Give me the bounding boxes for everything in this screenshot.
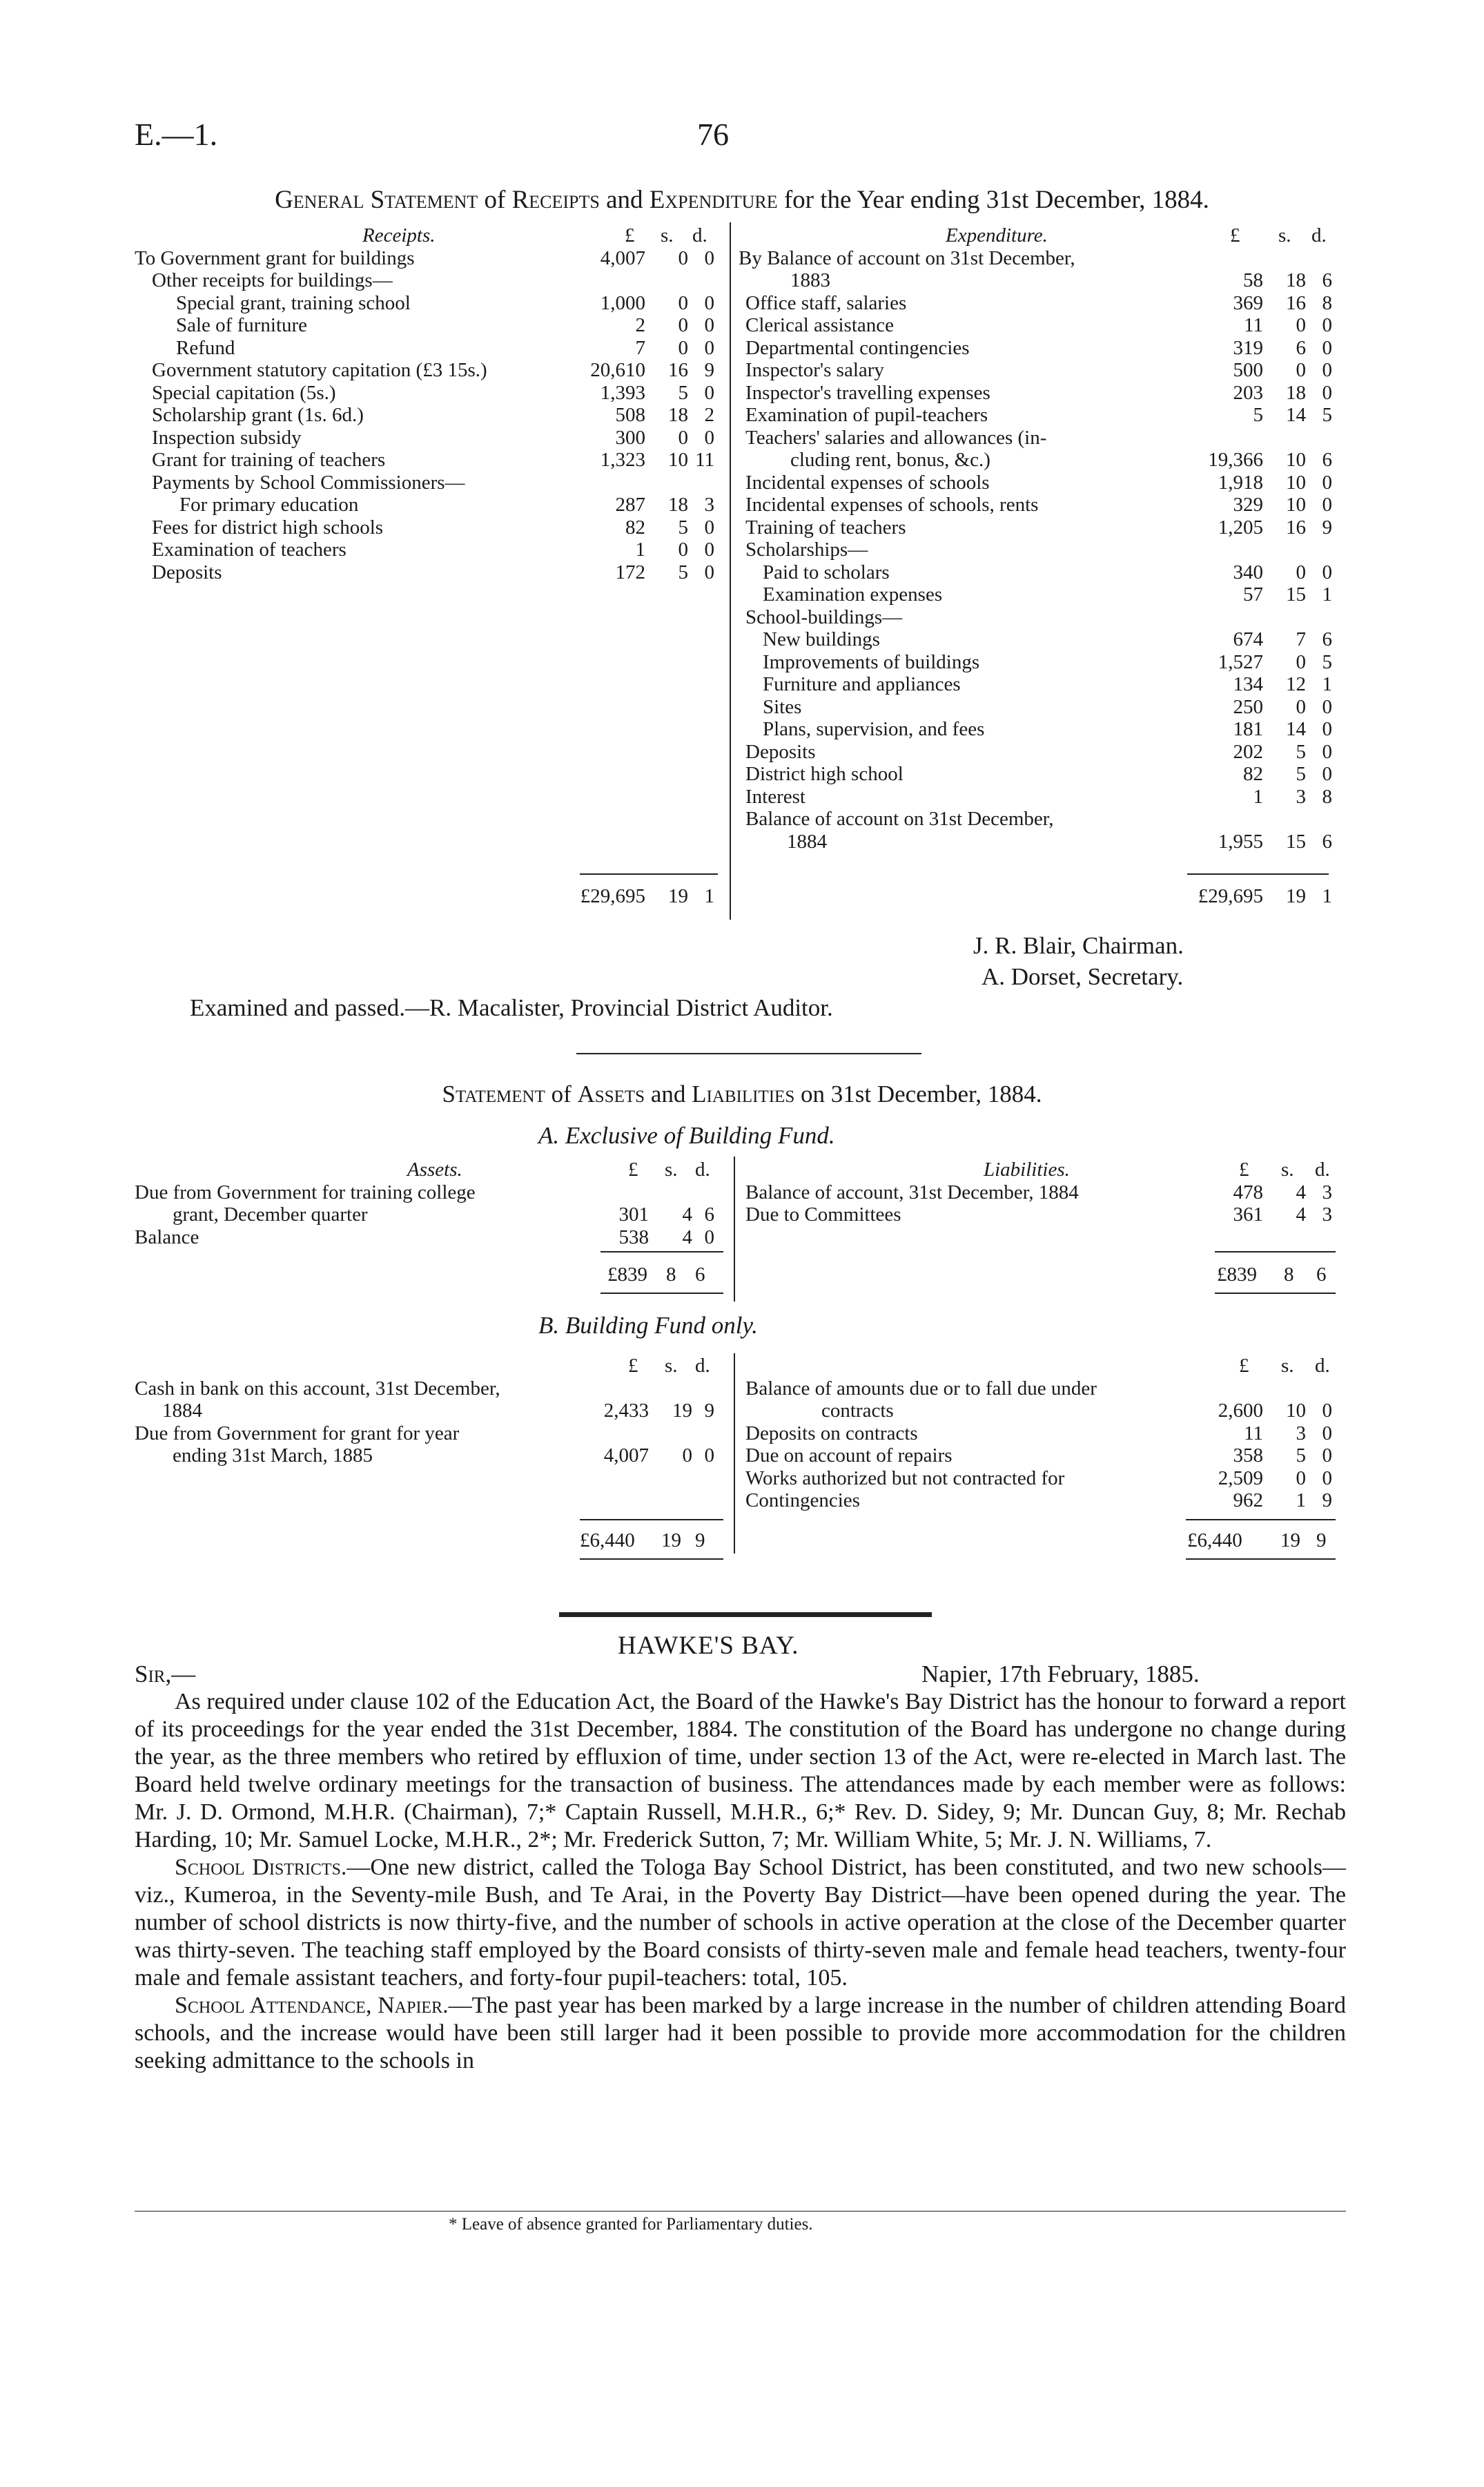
amount-d: 0 xyxy=(1322,740,1332,763)
row-label: For primary education xyxy=(179,494,359,516)
b-totals: £6,440 19 9 £6,440 19 9 xyxy=(580,1529,1327,1551)
amount-s: 14 xyxy=(1286,404,1306,426)
amount-s: 5 xyxy=(1296,1444,1306,1467)
row-label: 1884 xyxy=(162,1400,202,1422)
amount-l: 202 xyxy=(1233,740,1263,763)
place-date: Napier, 17th February, 1885. xyxy=(921,1661,1200,1687)
amount-d: 0 xyxy=(704,516,714,539)
amount-d: 0 xyxy=(1322,494,1332,516)
amount-s: 4 xyxy=(682,1203,692,1226)
receipts-total: £29,695 19 1 xyxy=(580,885,714,907)
row-label: Due from Government for grant for year xyxy=(135,1422,460,1444)
table-row xyxy=(739,606,1346,629)
hawkes-bay-heading: HAWKE'S BAY. xyxy=(618,1632,799,1660)
table-row xyxy=(739,561,1346,584)
amount-l: 58 xyxy=(1243,269,1263,291)
table-row xyxy=(135,359,728,382)
amount-l: 329 xyxy=(1233,494,1263,516)
salutation: Sir,— xyxy=(135,1661,196,1687)
amount-l: 369 xyxy=(1233,291,1263,314)
table-row xyxy=(739,427,1346,449)
amount-d: 9 xyxy=(704,1400,714,1422)
amount-l: 172 xyxy=(615,561,645,583)
amount-d: 9 xyxy=(704,359,714,381)
amount-l: 287 xyxy=(615,494,645,516)
table-row xyxy=(135,269,728,292)
table-row xyxy=(739,292,1346,315)
amount-d: 0 xyxy=(1322,1422,1332,1444)
amount-s: 7 xyxy=(1296,628,1306,650)
amount-d: 0 xyxy=(704,1226,714,1248)
row-label: Deposits xyxy=(152,561,222,583)
amount-d: 5 xyxy=(1322,404,1332,426)
row-label: grant, December quarter xyxy=(173,1203,368,1226)
amount-l: 340 xyxy=(1233,561,1263,583)
row-label: Special grant, training school xyxy=(176,291,411,314)
row-label: Works authorized but not contracted for xyxy=(745,1467,1065,1489)
amount-s: 4 xyxy=(1296,1181,1306,1203)
amount-d: 0 xyxy=(1322,471,1332,494)
amount-d: 2 xyxy=(704,404,714,426)
amount-s: 0 xyxy=(1296,561,1306,583)
amount-d: 0 xyxy=(704,314,714,336)
receipts-statement-title: General Statement of Receipts and Expenditure for the Year ending 31st December, 1884. xyxy=(275,186,1209,214)
row-label: Balance xyxy=(135,1226,199,1248)
row-label: Incidental expenses of schools, rents xyxy=(745,494,1039,516)
row-label: Office staff, salaries xyxy=(745,291,907,314)
report-body xyxy=(135,1688,1346,2075)
amount-l: 1 xyxy=(1253,785,1263,808)
table-row xyxy=(135,1444,728,1467)
table-row xyxy=(739,494,1346,516)
amount-l: 962 xyxy=(1233,1489,1263,1511)
amount-s: 0 xyxy=(1296,650,1306,673)
amount-d: 0 xyxy=(704,246,714,269)
row-label: 1884 xyxy=(787,830,827,853)
amount-l: 11 xyxy=(1244,1422,1263,1444)
amount-d: 0 xyxy=(704,1444,714,1467)
table-row xyxy=(739,696,1346,719)
table-row xyxy=(739,539,1346,561)
amount-s: 10 xyxy=(668,449,688,471)
row-label: Sale of furniture xyxy=(176,314,308,336)
row-label: Deposits xyxy=(745,740,816,763)
amount-d: 0 xyxy=(1322,1467,1332,1489)
secretary-signature: A. Dorset, Secretary. xyxy=(982,963,1184,990)
table-row xyxy=(135,561,728,584)
amount-s: 0 xyxy=(678,291,688,314)
row-label: Furniture and appliances xyxy=(763,673,961,695)
amount-s: 10 xyxy=(1286,1400,1306,1422)
amount-l: 508 xyxy=(615,404,645,426)
row-label: District high school xyxy=(745,763,904,785)
amount-s: 0 xyxy=(1296,695,1306,718)
amount-d: 0 xyxy=(1322,695,1332,718)
amount-l: 82 xyxy=(625,516,645,539)
amount-s: 16 xyxy=(1286,516,1306,539)
table-row xyxy=(739,831,1346,853)
row-label: Training of teachers xyxy=(745,516,906,539)
amount-l: 358 xyxy=(1233,1444,1263,1467)
assets-statement-title: Statement of Assets and Liabilities on 31st December, 1884. xyxy=(442,1081,1042,1107)
row-label: Examination of teachers xyxy=(152,539,346,561)
amount-l: 478 xyxy=(1233,1181,1263,1203)
amount-s: 18 xyxy=(668,494,688,516)
row-label: Inspection subsidy xyxy=(152,426,302,449)
table-row xyxy=(135,314,728,337)
amount-s: 16 xyxy=(1286,291,1306,314)
amount-s: 18 xyxy=(1286,269,1306,291)
amount-l: 1,918 xyxy=(1218,471,1263,494)
amount-l: 7 xyxy=(635,336,645,359)
amount-d: 3 xyxy=(704,494,714,516)
table-row xyxy=(135,337,728,360)
row-label: By Balance of account on 31st December, xyxy=(739,246,1075,269)
row-label: Balance of account, 31st December, 1884 xyxy=(745,1181,1079,1203)
amount-s: 5 xyxy=(678,381,688,404)
amount-d: 1 xyxy=(1322,583,1332,606)
amount-s: 15 xyxy=(1286,830,1306,853)
amount-d: 3 xyxy=(1322,1181,1332,1203)
amount-s: 6 xyxy=(1296,336,1306,359)
chairman-signature: J. R. Blair, Chairman. xyxy=(973,932,1184,959)
amount-d: 5 xyxy=(1322,650,1332,673)
row-label: Balance of amounts due or to fall due under xyxy=(745,1377,1097,1400)
table-row xyxy=(739,337,1346,360)
amount-s: 5 xyxy=(1296,740,1306,763)
amount-l: 2,433 xyxy=(603,1400,649,1422)
amount-d: 6 xyxy=(704,1203,714,1226)
amount-d: 0 xyxy=(1322,718,1332,740)
amount-s: 10 xyxy=(1286,471,1306,494)
row-label: Teachers' salaries and allowances (in- xyxy=(745,426,1047,449)
table-row xyxy=(739,359,1346,382)
amount-l: 674 xyxy=(1233,628,1263,650)
table-row xyxy=(739,516,1346,539)
section-rule xyxy=(576,1053,921,1054)
amount-d: 0 xyxy=(1322,314,1332,336)
row-label: Paid to scholars xyxy=(763,561,890,583)
row-label: New buildings xyxy=(763,628,880,650)
row-label: Interest xyxy=(745,785,806,808)
row-label: Due on account of repairs xyxy=(745,1444,953,1467)
amount-s: 0 xyxy=(1296,1467,1306,1489)
row-label: Examination of pupil-teachers xyxy=(745,404,988,426)
row-label: Contingencies xyxy=(745,1489,860,1511)
amount-l: 181 xyxy=(1233,718,1263,740)
table-row xyxy=(135,1203,728,1226)
table-row xyxy=(745,1181,1346,1204)
amount-d: 0 xyxy=(1322,1400,1332,1422)
amount-d: 9 xyxy=(1322,516,1332,539)
receipts-heading: Receipts. xyxy=(362,224,436,246)
amount-s: 5 xyxy=(678,516,688,539)
row-label: Grant for training of teachers xyxy=(152,449,386,471)
amount-s: 18 xyxy=(668,404,688,426)
amount-d: 6 xyxy=(1322,830,1332,853)
row-label: Examination expenses xyxy=(763,583,943,606)
b-liabilities-table: £ s. d. Balance of amounts due or to fall due under contracts 2,600 10 0 Deposits on contracts 11 3 0 Due on account of repairs 358 5 0 Works authorized but not contracted for 2,509 0 0 Contingencies 962 1 9 xyxy=(745,1355,1346,1512)
amount-d: 8 xyxy=(1322,785,1332,808)
row-label: Due to Committees xyxy=(745,1203,901,1226)
amount-l: 250 xyxy=(1233,695,1263,718)
row-label: Government statutory capitation (£3 15s.) xyxy=(152,359,487,381)
auditor-note: Examined and passed.—R. Macalister, Provincial District Auditor. xyxy=(190,994,833,1021)
table-row xyxy=(739,808,1346,831)
expenditure-total: £29,695 19 1 xyxy=(1198,885,1332,907)
expenditure-heading: Expenditure. xyxy=(946,224,1048,246)
amount-l: 4,007 xyxy=(603,1444,649,1467)
section-a-heading: A. Exclusive of Building Fund. xyxy=(538,1122,835,1149)
amount-l: 2 xyxy=(635,314,645,336)
amount-l: 1,393 xyxy=(600,381,645,404)
amount-s: 19 xyxy=(672,1400,692,1422)
page-number: 76 xyxy=(697,117,729,152)
amount-l: 2,600 xyxy=(1218,1400,1263,1422)
section-rule-heavy xyxy=(559,1612,932,1617)
amount-s: 10 xyxy=(1286,449,1306,471)
row-label: Balance of account on 31st December, xyxy=(745,808,1054,830)
amount-s: 0 xyxy=(678,336,688,359)
section-b-heading: B. Building Fund only. xyxy=(538,1312,758,1339)
table-row xyxy=(739,651,1346,674)
row-label: Payments by School Commissioners— xyxy=(152,471,465,494)
table-row xyxy=(739,404,1346,427)
table-row xyxy=(739,628,1346,651)
row-label: Inspector's salary xyxy=(745,359,884,381)
amount-l: 1,955 xyxy=(1218,830,1263,853)
row-label: Improvements of buildings xyxy=(763,650,980,673)
row-label: ending 31st March, 1885 xyxy=(173,1444,373,1467)
amount-l: 1,205 xyxy=(1218,516,1263,539)
table-row xyxy=(135,1422,728,1445)
row-label: Scholarship grant (1s. 6d.) xyxy=(152,404,364,426)
page-reference: E.—1. xyxy=(135,117,218,152)
table-row xyxy=(135,247,728,270)
footnote: * Leave of absence granted for Parliamentary duties. xyxy=(449,2215,813,2234)
table-row xyxy=(745,1467,1346,1490)
amount-l: 1 xyxy=(635,539,645,561)
row-label: Clerical assistance xyxy=(745,314,894,336)
table-row xyxy=(745,1377,1346,1400)
expenditure-table: Expenditure. £ s. d. By Balance of account on 31st December, 1883 58 18 6 Office staff, salaries 369 16 8 Clerical assistance 11 0 0 Departmental contingencies 319 6 0 Inspector's salary 500 0 0 Inspector's travelling expenses 203 18 0 Examination of pupil-teachers 5 14 5 Teachers' salaries and allowances (in- cluding rent, bonus, &c.) 19,366 10 6 Incidental expenses of schools 1,918 10 0 Incidental expenses of schools, rents 329 10 0 Training of teachers 1,205 16 9 Scholarships— Paid to scholars 340 0 0 Examination expenses 57 15 1 School-buildings— New buildings 674 7 6 Improvements of buildings 1,527 0 5 Furniture and appliances 134 12 1 Sites 250 0 0 Plans, supervision, and fees 181 14 0 Deposits 202 5 0 District high school 82 5 0 Interest 1 3 8 Balance of account on 31st December, 1884 1,955 15 6 xyxy=(739,224,1346,853)
table-row xyxy=(739,449,1346,472)
table-row xyxy=(739,269,1346,292)
table-row xyxy=(745,1422,1346,1445)
paragraph-3: School Attendance, Napier.—The past year has been marked by a large increase in the number of children attending Board schools, and the increase would have been still larger had it been possible to provide more accommodation for the children seeking admittance to the schools in xyxy=(135,1993,1346,2073)
amount-l: 500 xyxy=(1233,359,1263,381)
amount-s: 5 xyxy=(678,561,688,583)
amount-s: 0 xyxy=(1296,314,1306,336)
amount-l: 82 xyxy=(1243,763,1263,785)
row-label: Cash in bank on this account, 31st December, xyxy=(135,1377,500,1400)
table-row xyxy=(135,404,728,427)
amount-d: 0 xyxy=(1322,381,1332,404)
row-label: Sites xyxy=(763,695,802,718)
a-totals: £839 8 6 £839 8 6 xyxy=(607,1264,1327,1286)
amount-d: 0 xyxy=(1322,763,1332,785)
amount-s: 15 xyxy=(1286,583,1306,606)
table-row xyxy=(745,1203,1346,1226)
table-row xyxy=(135,1377,728,1400)
row-label: cluding rent, bonus, &c.) xyxy=(790,449,990,471)
table-row xyxy=(739,741,1346,764)
amount-l: 4,007 xyxy=(600,246,645,269)
table-row xyxy=(745,1489,1346,1512)
amount-d: 0 xyxy=(1322,1444,1332,1467)
row-label: Scholarships— xyxy=(745,539,868,561)
amount-s: 10 xyxy=(1286,494,1306,516)
table-row xyxy=(745,1444,1346,1467)
table-row xyxy=(135,494,728,516)
amount-s: 14 xyxy=(1286,718,1306,740)
row-label: Other receipts for buildings— xyxy=(152,269,393,291)
amount-d: 0 xyxy=(704,381,714,404)
table-row xyxy=(739,382,1346,405)
amount-l: 5 xyxy=(1253,404,1263,426)
row-label: Due from Government for training college xyxy=(135,1181,476,1203)
row-label: Fees for district high schools xyxy=(152,516,384,539)
table-row xyxy=(135,1400,728,1422)
amount-l: 11 xyxy=(1244,314,1263,336)
table-row xyxy=(739,472,1346,494)
amount-d: 9 xyxy=(1322,1489,1332,1511)
amount-s: 0 xyxy=(678,246,688,269)
table-row xyxy=(739,247,1346,270)
amount-s: 3 xyxy=(1296,785,1306,808)
table-row xyxy=(135,516,728,539)
amount-s: 3 xyxy=(1296,1422,1306,1444)
amount-d: 0 xyxy=(704,291,714,314)
row-label: contracts xyxy=(821,1400,894,1422)
row-label: Special capitation (5s.) xyxy=(152,381,336,404)
amount-d: 11 xyxy=(695,449,714,471)
table-row xyxy=(135,539,728,561)
amount-l: 2,509 xyxy=(1218,1467,1263,1489)
amount-s: 0 xyxy=(678,539,688,561)
amount-s: 1 xyxy=(1296,1489,1306,1511)
amount-l: 19,366 xyxy=(1208,449,1263,471)
a-liabilities-table: Liabilities. £ s. d. Balance of account, 31st December, 1884 478 4 3 Due to Committees 361 4 3 xyxy=(745,1159,1346,1226)
paragraph-2: School Districts.—One new district, called the Tologa Bay School District, has been constituted, and two new schools—viz., Kumeroa, in the Seventy-mile Bush, and Te Arai, in the Poverty Bay District—have been opened during the year. The number of school districts is now thirty-five, and the number of schools in active operation at the close of the December quarter was thirty-seven. The teaching staff employed by the Board consists of thirty-seven male and female head teachers, twenty-four male and female assistant teachers, and forty-four pupil-teachers: total, 105. xyxy=(135,1855,1346,1991)
amount-l: 301 xyxy=(618,1203,649,1226)
table-row xyxy=(739,786,1346,809)
paragraph-1: As required under clause 102 of the Education Act, the Board of the Hawke's Bay District has the honour to forward a report of its proceedings for the year ended the 31st December, 1884. The constitution of the Board has undergone no change during the year, as the three members who retired by effluxion of time, under section 13 of the Act, were re-elected in March last. The Board held twelve ordinary meetings for the transaction of business. The attendances made by each member were as follows: Mr. J. D. Ormond, M.H.R. (Chairman), 7;* Captain Russell, M.H.R., 6;* Rev. D. Sidey, 9; Mr. Duncan Guy, 8; Mr. Rechab Harding, 10; Mr. Samuel Locke, M.H.R., 2*; Mr. Frederick Sutton, 7; Mr. William White, 5; Mr. J. N. Williams, 7. xyxy=(135,1689,1346,1852)
row-label: Inspector's travelling expenses xyxy=(745,381,990,404)
amount-l: 203 xyxy=(1233,381,1263,404)
table-row xyxy=(745,1400,1346,1422)
amount-l: 134 xyxy=(1233,673,1263,695)
amount-d: 0 xyxy=(704,561,714,583)
table-row xyxy=(739,718,1346,741)
table-row xyxy=(135,1226,728,1249)
table-row xyxy=(739,673,1346,696)
amount-l: 20,610 xyxy=(590,359,645,381)
amount-d: 3 xyxy=(1322,1203,1332,1226)
amount-d: 6 xyxy=(1322,628,1332,650)
amount-d: 6 xyxy=(1322,449,1332,471)
table-row xyxy=(135,382,728,405)
row-label: 1883 xyxy=(790,269,830,291)
row-label: School-buildings— xyxy=(745,606,903,628)
amount-s: 0 xyxy=(1296,359,1306,381)
amount-l: 538 xyxy=(618,1226,649,1248)
row-label: Refund xyxy=(176,336,235,359)
amount-d: 0 xyxy=(1322,336,1332,359)
amount-s: 0 xyxy=(678,426,688,449)
amount-l: 1,323 xyxy=(600,449,645,471)
row-label: Deposits on contracts xyxy=(745,1422,918,1444)
amount-l: 1,527 xyxy=(1218,650,1263,673)
amount-s: 0 xyxy=(682,1444,692,1467)
receipts-divider xyxy=(730,222,731,920)
amount-s: 4 xyxy=(1296,1203,1306,1226)
amount-l: 300 xyxy=(615,426,645,449)
row-label: Departmental contingencies xyxy=(745,336,970,359)
row-label: Plans, supervision, and fees xyxy=(763,718,985,740)
amount-d: 0 xyxy=(704,539,714,561)
amount-s: 0 xyxy=(678,314,688,336)
amount-l: 1,000 xyxy=(600,291,645,314)
amount-s: 12 xyxy=(1286,673,1306,695)
table-row xyxy=(135,472,728,494)
amount-d: 0 xyxy=(1322,561,1332,583)
amount-d: 0 xyxy=(704,426,714,449)
receipts-table: Receipts. £ s. d. To Government grant for buildings 4,007 0 0 Other receipts for buildings— Special grant, training school 1,000 0 0 Sale of furniture 2 0 0 Refund 7 0 0 Government statutory capitation (£3 15s.) 20,610 16 9 Special capitation (5s.) 1,393 5 0 Scholarship grant (1s. 6d.) 508 18 2 Inspection subsidy 300 0 0 Grant for training of teachers 1,323 10 11 Payments by School Commissioners— For primary education 287 18 3 Fees for district high schools 82 5 0 Examination of teachers 1 0 0 Deposits 172 5 0 xyxy=(135,224,728,583)
table-row xyxy=(739,763,1346,786)
amount-s: 5 xyxy=(1296,763,1306,785)
amount-s: 4 xyxy=(682,1226,692,1248)
amount-s: 16 xyxy=(668,359,688,381)
amount-l: 57 xyxy=(1243,583,1263,606)
b-assets-table: £ s. d. Cash in bank on this account, 31st December, 1884 2,433 19 9 Due from Government for grant for year ending 31st March, 1885 4,007 0 0 xyxy=(135,1355,728,1467)
amount-d: 0 xyxy=(1322,359,1332,381)
amount-d: 8 xyxy=(1322,291,1332,314)
amount-d: 1 xyxy=(1322,673,1332,695)
row-label: To Government grant for buildings xyxy=(135,246,415,269)
table-row xyxy=(739,583,1346,606)
amount-l: 319 xyxy=(1233,336,1263,359)
table-row xyxy=(739,314,1346,337)
amount-s: 18 xyxy=(1286,381,1306,404)
table-row xyxy=(135,292,728,315)
amount-d: 0 xyxy=(704,336,714,359)
amount-l: 361 xyxy=(1233,1203,1263,1226)
table-row xyxy=(135,449,728,472)
table-row xyxy=(135,1181,728,1204)
row-label: Incidental expenses of schools xyxy=(745,471,990,494)
table-row xyxy=(135,427,728,449)
amount-d: 6 xyxy=(1322,269,1332,291)
a-assets-table: Assets. £ s. d. Due from Government for training college grant, December quarter 301 4 6 Balance 538 4 0 xyxy=(135,1159,728,1248)
